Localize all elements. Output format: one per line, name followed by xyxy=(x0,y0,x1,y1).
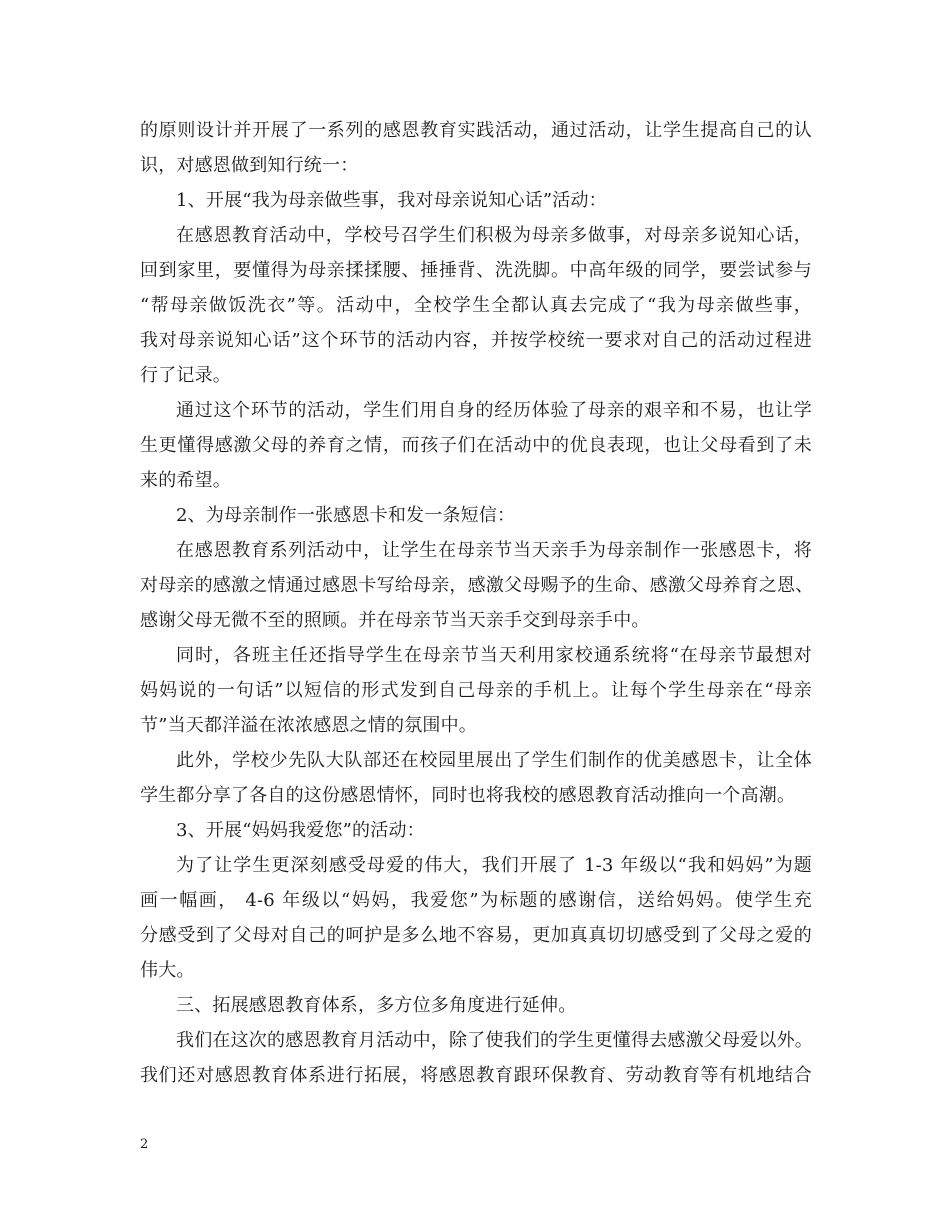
section-heading: 三、拓展感恩教育体系，多方位多角度进行延伸。 xyxy=(176,995,577,1016)
text-line: 妈妈说的一句话”以短信的形式发到自己母亲的手机上。让每个学生母亲在“母亲 xyxy=(140,680,812,701)
text-line: 我们在这次的感恩教育月活动中，除了使我们的学生更懂得去感激父母爱以外。 xyxy=(176,1030,813,1051)
text-line: 生更懂得感激父母的养育之情，而孩子们在活动中的优良表现，也让父母看到了未 xyxy=(140,435,812,456)
text-line: 画一幅画， 4-6 年级以“妈妈，我爱您”为标题的感谢信，送给妈妈。使学生充 xyxy=(140,890,812,911)
text-line: 分感受到了父母对自己的呵护是多么地不容易，更加真真切切感受到了父母之爱的 xyxy=(140,925,812,946)
text-line: 我们还对感恩教育体系进行拓展，将感恩教育跟环保教育、劳动教育等有机地结合 xyxy=(140,1065,812,1086)
text-line: 此外，学校少先队大队部还在校园里展出了学生们制作的优美感恩卡，让全体 xyxy=(176,750,812,771)
section-heading: 2、为母亲制作一张感恩卡和发一条短信： xyxy=(176,505,516,526)
text-line: 节”当天都洋溢在浓浓感恩之情的氛围中。 xyxy=(140,715,478,736)
text-line: 回到家里，要懂得为母亲揉揉腰、捶捶背、洗洗脚。中高年级的同学，要尝试参与 xyxy=(140,260,812,281)
body-text xyxy=(140,113,812,1093)
text-line: 为了让学生更深刻感受母爱的伟大，我们开展了 1-3 年级以“我和妈妈”为题 xyxy=(176,855,812,876)
text-line: 在感恩教育系列活动中，让学生在母亲节当天亲手为母亲制作一张感恩卡，将 xyxy=(176,540,812,561)
page-number: 2 xyxy=(140,1137,149,1152)
text-line: 伟大。 xyxy=(140,960,195,981)
text-line: 识，对感恩做到知行统一： xyxy=(140,155,359,176)
text-line: 对母亲的感激之情通过感恩卡写给母亲，感激父母赐予的生命、感激父母养育之恩、 xyxy=(140,575,814,596)
text-line: 同时，各班主任还指导学生在母亲节当天利用家校通系统将“在母亲节最想对 xyxy=(176,645,812,666)
text-line: 的原则设计并开展了一系列的感恩教育实践活动，通过活动，让学生提高自己的认 xyxy=(140,120,812,141)
text-line: 来的希望。 xyxy=(140,470,231,491)
section-heading: 1、开展“我为母亲做些事，我对母亲说知心话”活动： xyxy=(176,190,607,211)
section-heading: 3、开展“妈妈我爱您”的活动： xyxy=(176,820,425,841)
text-line: 学生都分享了各自的这份感恩情怀，同时也将我校的感恩教育活动推向一个高潮。 xyxy=(140,785,796,806)
text-line: 在感恩教育活动中，学校号召学生们积极为母亲多做事，对母亲多说知心话， xyxy=(176,225,812,246)
text-line: 我对母亲说知心话”这个环节的活动内容，并按学校统一要求对自己的活动过程进 xyxy=(140,330,812,351)
text-line: 通过这个环节的活动，学生们用自身的经历体验了母亲的艰辛和不易，也让学 xyxy=(176,400,812,421)
text-line: 感谢父母无微不至的照顾。并在母亲节当天亲手交到母亲手中。 xyxy=(140,610,650,631)
text-line: “帮母亲做饭洗衣”等。活动中，全校学生全都认真去完成了“我为母亲做些事， xyxy=(140,295,812,316)
text-line: 行了记录。 xyxy=(140,365,231,386)
